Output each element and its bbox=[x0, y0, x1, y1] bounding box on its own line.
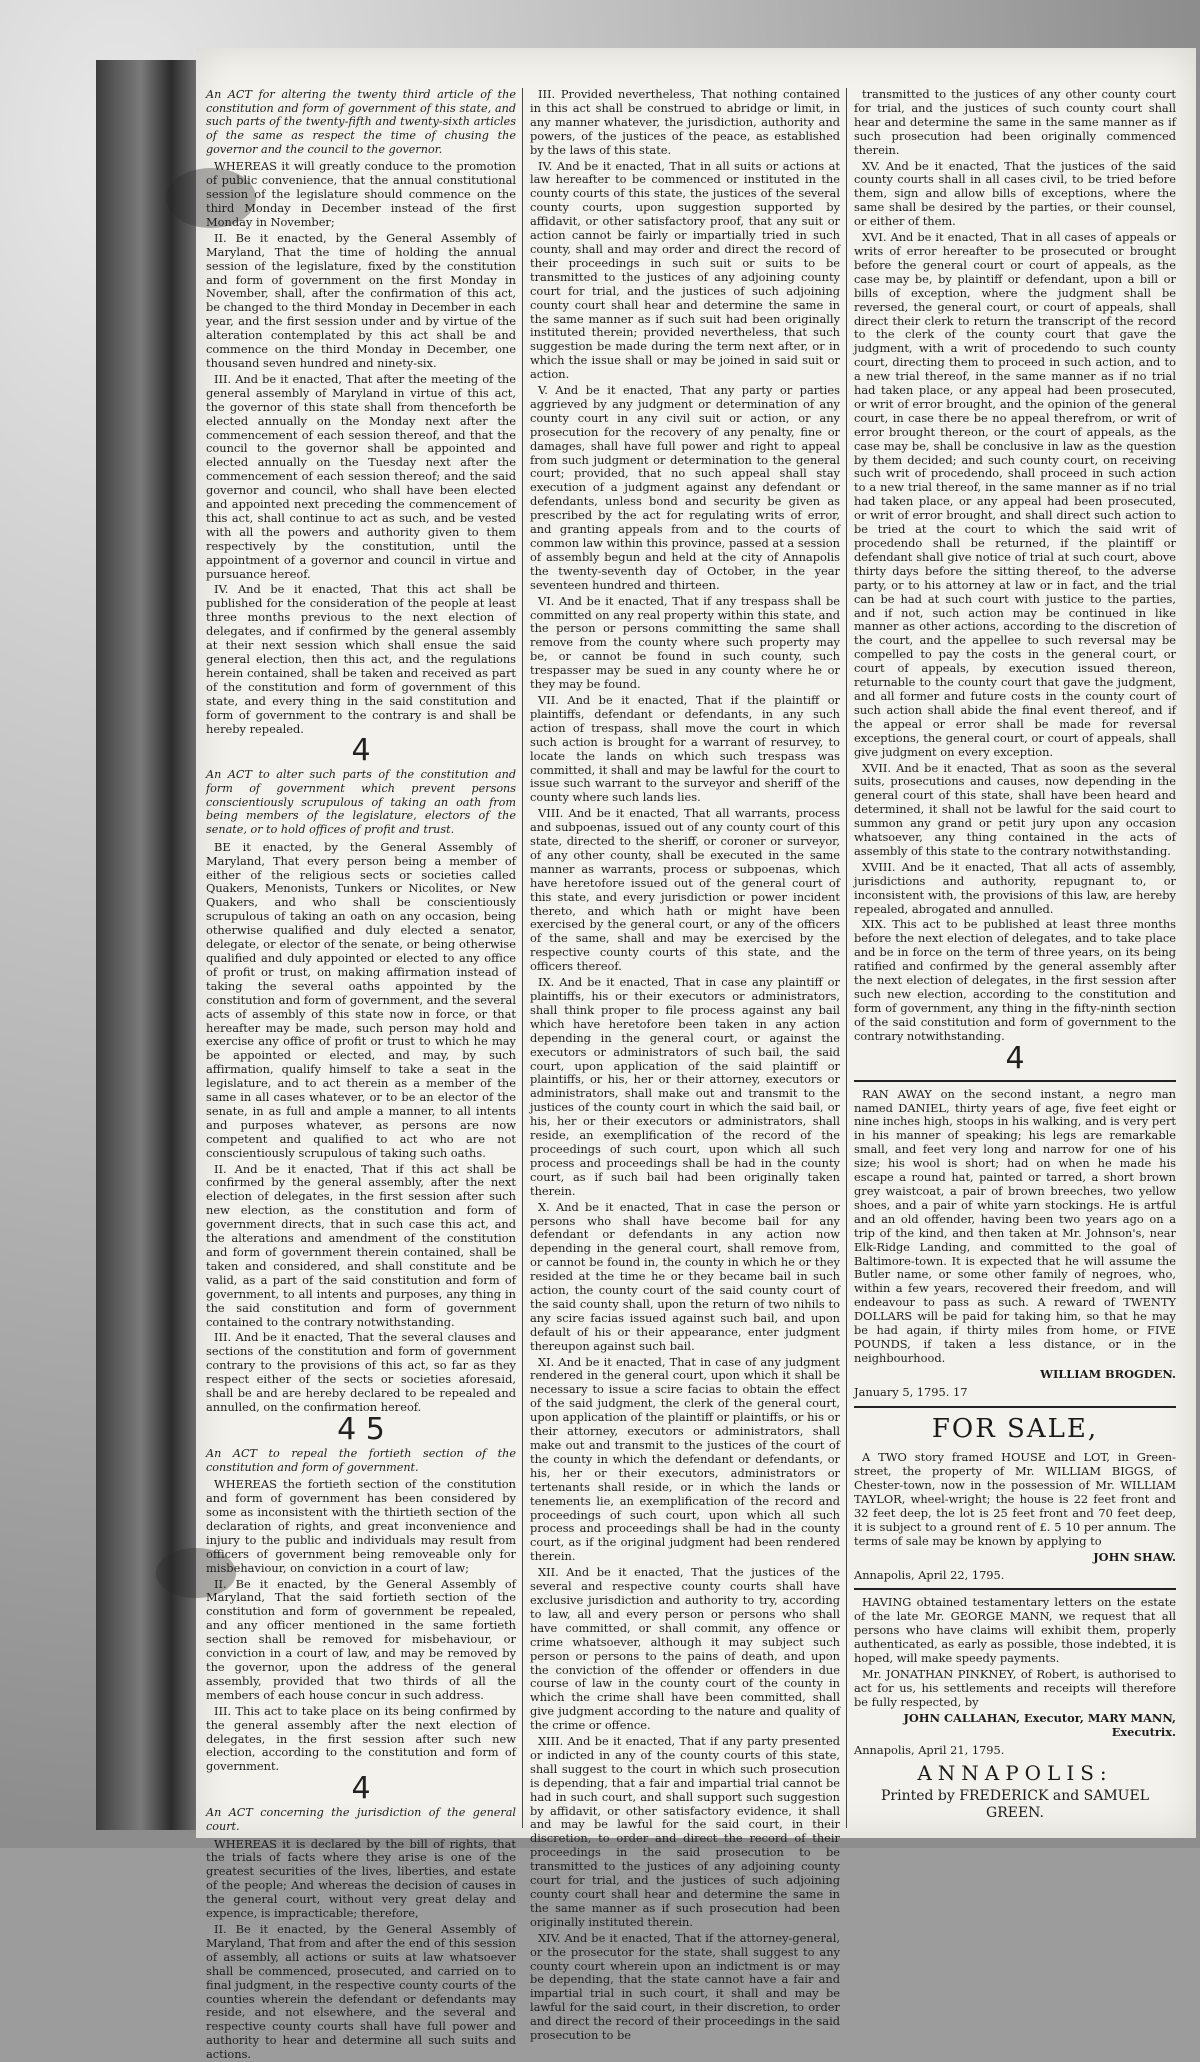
handwritten-mark: 4 5 bbox=[337, 1411, 385, 1447]
paragraph: transmitted to the justices of any other county court for trial, and the justices of such county court shall hear and determine the same in the same manner as if such prosecution had been originally commenced therein. bbox=[854, 87, 1176, 157]
paragraph: X. And be it enacted, That in case the person or persons who shall have become bail for any defendant or defendants in any action now depending in the general court, shall remove from, or cannot be found in, the county in which he or they resided at the time he or they became bail in such action, the county court of the said county court of the said county shall, upon the return of two nihils to any scire facias issued against such bail, and upon default of his or their appearance, enter judgment thereupon against such bail. bbox=[530, 1199, 840, 1353]
paragraph: XVII. And be it enacted, That as soon as the several suits, prosecutions and causes, now depending in the general court of this state, shall have been heard and determined, it shall not be lawful for the said court to summon any grand or petit jury upon any occasion whatsoever, any thing contained in the acts of assembly of this state to the contrary notwithstanding. bbox=[854, 760, 1176, 858]
divider bbox=[854, 1588, 1176, 1590]
handwritten-mark: 4 bbox=[1005, 1040, 1025, 1076]
paragraph: VIII. And be it enacted, That all warrants, process and subpoenas, issued out of any county court of this state, directed to the sheriff, or coroner or surveyor, of any other county, shall be executed in the same manner as warrants, process or subpoenas, which have heretofore issued out of the general court of this state, and every jurisdiction or power incident thereto, and which hath or might have been exercised by the general court, or any of the officers of the same, shall and may be exercised by the respective county courts of this state, and the officers thereof. bbox=[530, 806, 840, 974]
paragraph: XVIII. And be it enacted, That all acts of assembly, jurisdictions and authority, repugnant to, or inconsistent with, the provisions of this law, are hereby repealed, abrogated and annulled. bbox=[854, 859, 1176, 916]
paragraph: III. And be it enacted, That the several clauses and sections of the constitution and form of government contrary to the provisions of this act, so far as they respect either of the sects or societies aforesaid, shall be and are hereby declared to be repealed and annulled, on the confirmation hereof. bbox=[206, 1330, 516, 1414]
paragraph: XIV. And be it enacted, That if the attorney-general, or the prosecutor for the state, shall suggest to any county court wherein upon an indictment is or may be depending, that the state cannot have a fair and impartial trial in such court, it shall and may be lawful for the said court, in their discretion, to order and direct the record of their proceedings in the said prosecution to be bbox=[530, 1930, 840, 2043]
signature: JOHN SHAW. bbox=[1093, 1549, 1176, 1564]
paragraph: Mr. JONATHAN PINKNEY, of Robert, is authorised to act for us, his settlements and receipts will therefore be fully respected, by bbox=[854, 1666, 1176, 1709]
paragraph: WHEREAS it will greatly conduce to the promotion of public convenience, that the annual constitutional session of the legislature should commence on the third Monday in December instead of the first Monday in November; bbox=[206, 159, 516, 229]
paragraph: A TWO story framed HOUSE and LOT, in Green-street, the property of Mr. WILLIAM BIGGS, of Chester-town, now in the possession of Mr. WILLIAM TAYLOR, wheel-wright; the house is 22 feet front and 32 feet deep, the lot is 25 feet front and 70 feet deep, it is subject to a ground rent of £. 5 10 per annum. The terms of sale may be known by applying to bbox=[854, 1450, 1176, 1548]
paragraph: VII. And be it enacted, That if the plaintiff or plaintiffs, defendant or defendants, in any such action of trespass, shall move the court in which such action is brought for a warrant of resurvey, to locate the lands on which such trespass was committed, it shall and may be lawful for the court to issue such warrant to the surveyor and sheriff of the county where such lands lies. bbox=[530, 692, 840, 805]
signature: WILLIAM BROGDEN. bbox=[1040, 1366, 1176, 1381]
paragraph: III. This act to take place on its being confirmed by the general assembly after the next election of delegates, in the first session after such new election, according to the constitution and form of government. bbox=[206, 1703, 516, 1774]
handwritten-mark: 4 bbox=[351, 1771, 371, 1807]
paragraph: XIX. This act to be published at least three months before the next election of delegates, and to take place and be in force on the term of three years, on its being ratified and confirmed by the general assembly after the next election of delegates, in the first session after such new election, according to the constitution and form of government, any thing in the fifty-ninth section of the said constitution and form of government to the contrary notwithstanding. bbox=[854, 917, 1176, 1043]
paragraph: XI. And be it enacted, That in case of any judgment rendered in the general court, upon which it shall be necessary to issue a scire facias to obtain the effect of the said judgment, the clerk of the general court, upon application of the plaintiff or plaintiffs, or his or their attorney, executors or administrators, shall make out and transmit to the justices of the court of the county in which the defendant or defendants, or his, her or their executors, administrators or tertenants shall reside, or in which the lands or tenements lie, an exemplification of the record and proceedings of such court, upon which all such process and proceedings shall be had in the county court, as if the original judgment had been rendered therein. bbox=[530, 1354, 840, 1564]
paragraph: WHEREAS it is declared by the bill of rights, that the trials of facts where they arise is one of the greatest securities of the lives, liberties, and estate of the people; And whereas the decision of causes in the general court, without very great delay and expence, is impracticable; therefore, bbox=[206, 1836, 516, 1921]
paragraph: IV. And be it enacted, That in all suits or actions at law hereafter to be commenced or instituted in the county courts of this state, the justices of the several county courts, upon suggestion supported by affidavit, or other satisfactory proof, that any suit or action cannot be fairly or impartially tried in such county, shall and may order and direct the record of their proceedings in such suit or suits to be transmitted to the justices of any adjoining county court for trial, and the justices of such adjoining county court shall hear and determine the same in the same manner as if such suit had been originally instituted therein; provided nevertheless, that such suggestion be made during the term next after, or in which the issue shall or may be joined in said suit or action. bbox=[530, 158, 840, 382]
column-divider bbox=[522, 88, 523, 1828]
paragraph: XV. And be it enacted, That the justices of the said county courts shall in all cases civil, to be tried before them, sign and allow bills of exceptions, where the same shall be desired by the parties, or their counsel, or either of them. bbox=[854, 158, 1176, 229]
paragraph: II. Be it enacted, by the General Assembly of Maryland, That from and after the end of this session of assembly, all actions or suits at law whatsoever shall be commenced, prosecuted, and carried on to final judgment, in the respective county courts of the counties wherein the defendant or defendants may reside, and not elsewhere, and the several and respective county courts shall have full power and authority to hear and determine all such suits and actions. bbox=[206, 1921, 516, 2062]
signature: JOHN CALLAHAN, Executor, MARY MANN, Executrix. bbox=[903, 1710, 1176, 1739]
column-right bbox=[854, 88, 1176, 1828]
dateline: Annapolis, April 21, 1795. bbox=[854, 1742, 1005, 1757]
column-middle bbox=[530, 87, 840, 2043]
divider bbox=[854, 1080, 1176, 1082]
act-title: An ACT concerning the jurisdiction of the general court. bbox=[206, 1806, 516, 1833]
paragraph: BE it enacted, by the General Assembly of Maryland, That every person being a member of either of the religious sects or societies called Quakers, Menonists, Tunkers or Nicolites, or New Quakers, and who shall be conscientiously scrupulous of taking an oath on any occasion, being otherwise qualified and duly elected a senator, delegate, or elector of the senate, or being otherwise qualified and duly appointed or elected to any office of profit or trust, on making affirmation instead of taking the several oaths appointed by the constitution and form of government, and the several acts of assembly of this state now in force, or that hereafter may be made, such person may hold and exercise any office of profit or trust to which he may be appointed or elected, and may, by such affirmation, qualify himself to take a seat in the legislature, and to act therein as a member of the same in all cases whatever, or to be an elector of the senate, in as full and ample a manner, to all intents and purposes whatever, as persons are now competent and qualified to act who are not conscientiously scrupulous of taking such oaths. bbox=[206, 839, 516, 1160]
imprint-printer: Printed by FREDERICK and SAMUEL GREEN. bbox=[881, 1787, 1149, 1821]
column-left bbox=[206, 88, 516, 2062]
for-sale-heading: FOR SALE, bbox=[931, 1413, 1099, 1444]
paragraph: III. Provided nevertheless, That nothing contained in this act shall be construed to abridge or limit, in any manner whatever, the jurisdiction, authority and powers, of the justices of the peace, as established by the laws of this state. bbox=[530, 87, 840, 157]
paragraph: IV. And be it enacted, That this act shall be published for the consideration of the people at least three months previous to the next election of delegates, and if confirmed by the general assembly at their next session which shall ensue the said general election, then this act, and the regulations herein contained, shall be taken and received as part of the constitution and form of government of this state, and every thing in the said constitution and form of government to the contrary is and shall be hereby repealed. bbox=[206, 582, 516, 736]
act-title: An ACT to alter such parts of the constitution and form of government which prevent persons conscientiously scrupulous of taking an oath from being members of the legislature, electors of the senate, or to hold offices of profit and trust. bbox=[206, 768, 516, 837]
paragraph: II. Be it enacted, by the General Assembly of Maryland, That the time of holding the annual session of the legislature, fixed by the constitution and form of government on the first Monday in November, shall, after the confirmation of this act, be changed to the third Monday in December in each year, and the first session under and by virtue of the alteration contemplated by this act shall be and commence on the third Monday in December, one thousand seven hundred and ninety-six. bbox=[206, 230, 516, 370]
paragraph: XIII. And be it enacted, That if any party presented or indicted in any of the county courts of this state, shall suggest to the court in which such prosecution is depending, that a fair and impartial trial cannot be had in such court, and shall support such suggestion by affidavit, or other satisfactory evidence, it shall and may be lawful for the said court, in their discretion, to order and direct the record of their proceedings in the said prosecution to be transmitted to the justices of any adjoining county court for trial, and the justices of such adjoining county court shall hear and determine the same in the same manner as if such prosecution had been originally instituted therein. bbox=[530, 1734, 840, 1929]
paragraph: VI. And be it enacted, That if any trespass shall be committed on any real property within this state, and the person or persons committing the same shall remove from the county where such property may be, or cannot be found in such county, such trespasser may be sued in any county where he or they may be found. bbox=[530, 593, 840, 692]
divider bbox=[854, 1406, 1176, 1408]
paragraph: II. And be it enacted, That if this act shall be confirmed by the general assembly, after the next election of delegates, in the first session after such new election, as the constitution and form of government directs, that in such case this act, and the alterations and amendment of the constitution and form of government therein contained, shall be taken and considered, and shall constitute and be valid, as a part of the said constitution and form of government, to all intents and purposes, any thing in the said constitution and form of government contained to the contrary notwithstanding. bbox=[206, 1161, 516, 1329]
paragraph: II. Be it enacted, by the General Assembly of Maryland, That the said fortieth section of the constitution and form of government be repealed, and any officer mentioned in the same fortieth section shall be removed for misbehaviour, or conviction in a court of law, and may be removed by the governor, upon the address of the general assembly, provided that two thirds of all the members of each house concur in such address. bbox=[206, 1576, 516, 1702]
paragraph: RAN AWAY on the second instant, a negro man named DANIEL, thirty years of age, five feet eight or nine inches high, stoops in his walking, and is very pert in his manner of speaking; his legs are remarkable small, and feet very long and narrow for one of his size; his wool is short; had on when he made his escape a round hat, painted or tarred, a short brown grey waistcoat, a pair of brown breeches, two yellow shoes, and a pair of white yarn stockings. He is artful and an old offender, having been two years ago on a trip of the kind, and then taken at Mr. Johnson's, near Elk-Ridge Landing, and committed to the goal of Baltimore-town. It is expected that he will assume the Butler name, or some other family of negroes, who, within a few years, recovered their freedom, and will endeavour to pass as such. A reward of TWENTY DOLLARS will be paid for taking him, so that he may be had again, if thirty miles from home, or FIVE POUNDS, if taken a less distance, or in the neighbourhood. bbox=[854, 1086, 1176, 1365]
paragraph: IX. And be it enacted, That in case any plaintiff or plaintiffs, his or their executors or administrators, shall think proper to file process against any bail which have heretofore been taken in any action depending in the general court, or against the executors or administrators of such bail, the said court, upon application of the said plaintiff or plaintiffs, or his, her or their attorney, executors or administrators, shall make out and transmit to the justices of the county court in which the said bail, or his, her or their executors or administrators, shall reside, an exemplification of the record of the proceedings of such court, upon which all such process and proceedings shall be had in the county court, as if such bail had been originally taken therein. bbox=[530, 975, 840, 1198]
newspaper-page bbox=[196, 48, 1196, 2062]
act-title: An ACT for altering the twenty third article of the constitution and form of government of this state, and such parts of the twenty-fifth and twenty-sixth articles of the same as respect the time of chusing the governor and the council to the governor. bbox=[206, 88, 516, 156]
dateline: January 5, 1795. 17 bbox=[854, 1384, 968, 1399]
handwritten-mark: 4 bbox=[351, 733, 371, 769]
column-divider bbox=[846, 88, 847, 1828]
dateline: Annapolis, April 22, 1795. bbox=[854, 1567, 1005, 1582]
paragraph: XII. And be it enacted, That the justices of the several and respective county courts shall have exclusive jurisdiction and authority to try, according to law, all and every person or persons who shall have committed, or shall commit, any offence or crime whatsoever, although it may subject such person or persons to the pains of death, and upon the conviction of the offender or offenders in due course of law in the county court of the county in which the crime shall have been committed, shall give judgment according to the nature and quality of the crime or offence. bbox=[530, 1565, 840, 1733]
paragraph: V. And be it enacted, That any party or parties aggrieved by any judgment or determination of any county court in any civil suit or action, or any prosecution for the recovery of any penalty, fine or damages, shall have full power and right to appeal from such judgment or determination to the general court; provided, that no such appeal shall stay execution of a judgment against any defendant or defendants, unless bond and security be given as prescribed by the act for regulating writs of error, and granting appeals from and to the courts of common law within this province, passed at a session of assembly begun and held at the city of Annapolis the twenty-seventh day of October, in the year seventeen hundred and thirteen. bbox=[530, 383, 840, 592]
act-title: An ACT to repeal the fortieth section of the constitution and form of government. bbox=[206, 1446, 516, 1474]
paragraph: III. And be it enacted, That after the meeting of the general assembly of Maryland in virtue of this act, the governor of this state shall from thenceforth be elected annually on the Monday next after the commencement of each session thereof, and that the council to the governor shall be appointed and elected annually on the Tuesday next after the commencement of each session thereof; and the said governor and council, who shall have been elected and appointed next preceding the commencement of this act, shall continue to act as such, and be vested with all the powers and authority given to them respectively by the constitution, until the appointment of a governor and council in virtue and pursuance hereof. bbox=[206, 371, 516, 581]
paragraph: HAVING obtained testamentary letters on the estate of the late Mr. GEORGE MANN, we request that all persons who have claims will exhibit them, properly authenticated, as early as possible, those indebted, it is hoped, will make speedy payments. bbox=[854, 1595, 1176, 1666]
paragraph: WHEREAS the fortieth section of the constitution and form of government has been considered by some as inconsistent with the thirtieth section of the declaration of rights, and great inconvenience and injury to the public and individuals may result from officers of government being removeable only for misbehaviour, on conviction in a court of law; bbox=[206, 1477, 516, 1575]
paragraph: XVI. And be it enacted, That in all cases of appeals or writs of error hereafter to be prosecuted or brought before the general court or court of appeals, as the case may be, by plaintiff or defendant, upon a bill or bills of exception, where the judgment shall be reversed, the general court, or court of appeals, shall direct their clerk to return the transcript of the record to the clerk of the county court that gave the judgment, with a writ of procedendo to such county court, directing them to proceed in such action, and to a new trial thereof, in the same manner as if no trial had taken place, or any appeal had been prosecuted, or writ of error brought, and the opinion of the general court, in case there be no appeal therefrom, or writ of error brought thereon, or the court of appeals, as the case may be, shall be conclusive in law as the question by them decided; and such county court, on receiving such writ of procedendo, shall proceed in such action to a new trial thereof, in the same manner as if no trial had taken place, or any appeal had been prosecuted, or writ of error brought, and shall direct such action to be tried at the court to which the said writ of procedendo shall be returned, if the plaintiff or defendant shall give notice of trial at such court, above thirty days before the sitting thereof, to the adverse party, or to his attorney at law or in fact, and the trial can be had at such court with justice to the parties, and if not, such action may be continued in like manner as other actions, according to the discretion of the court, and the appellee to such reversal may be compelled to pay the costs in the general court, or court of appeals, by execution issued thereon, returnable to the county court that gave the judgment, and all former and future costs in the county court of such action shall abide the final event thereof, and if the appeal or error shall be made for reversal exceptions, the general court, or court of appeals, shall give judgment on every exception. bbox=[854, 230, 1176, 759]
imprint-place: ANNAPOLIS: bbox=[917, 1761, 1113, 1786]
